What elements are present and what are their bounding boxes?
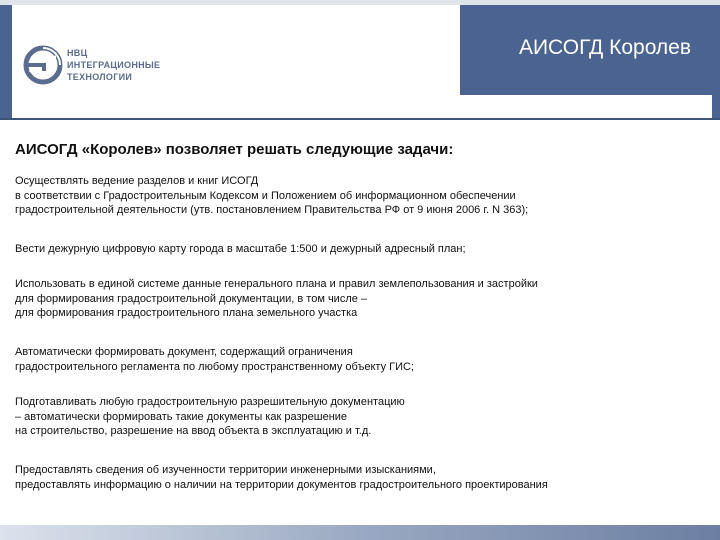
company-logo-text bbox=[67, 47, 160, 83]
task-line: Использовать в единой системе данные генерального плана и правил землепользования и застройки bbox=[15, 278, 538, 290]
task-line: Подготавливать любую градостроительную разрешительную документацию bbox=[15, 396, 405, 408]
task-line: для формирования градостроительного плана земельного участка bbox=[15, 307, 358, 320]
header-top-border bbox=[0, 0, 720, 5]
company-logo-icon bbox=[22, 44, 64, 86]
task-line: градостроительной деятельности (утв. постановлением Правительства РФ от 9 июня 2006 г. N 363); bbox=[15, 204, 529, 217]
task-line: на строительство, разрешение на ввод объекта в эксплуатацию и т.д. bbox=[15, 425, 372, 438]
task-line: предоставлять информацию о наличии на территории документов градостроительного проектирования bbox=[15, 478, 548, 491]
task-line: Предоставлять сведения об изученности территории инженерными изысканиями, bbox=[15, 464, 436, 476]
logo-line: ТЕХНОЛОГИИ bbox=[67, 72, 133, 82]
task-line: Автоматически формировать документ, содержащий ограничения bbox=[15, 346, 353, 358]
task-item bbox=[15, 174, 528, 218]
logo-line: ИНТЕГРАЦИОННЫЕ bbox=[67, 60, 161, 70]
task-line: для формирования градостроительной документации, в том числе – bbox=[15, 292, 368, 305]
task-line: в соответствии с Градостроительным Кодексом и Положением об информационном обеспечении bbox=[15, 189, 516, 202]
slide-title: АИСОГД Королев bbox=[518, 36, 691, 59]
task-item bbox=[15, 463, 548, 492]
logo-line: НВЦ bbox=[67, 48, 88, 58]
company-logo bbox=[22, 44, 202, 88]
task-item bbox=[15, 242, 466, 257]
task-item bbox=[15, 345, 414, 374]
task-line: Осуществлять ведение разделов и книг ИСОГД bbox=[15, 175, 259, 187]
task-line: Вести дежурную цифровую карту города в масштабе 1:500 и дежурный адресный план; bbox=[15, 243, 466, 255]
task-item bbox=[15, 277, 538, 321]
footer-strip bbox=[0, 525, 720, 540]
task-line: – автоматически формировать такие документы как разрешение bbox=[15, 410, 348, 423]
task-item bbox=[15, 395, 405, 439]
task-line: градостроительного регламента по любому пространственному объекту ГИС; bbox=[15, 360, 414, 373]
content-heading: АИСОГД «Королев» позволяет решать следующие задачи: bbox=[15, 141, 454, 158]
header-divider bbox=[0, 118, 720, 120]
